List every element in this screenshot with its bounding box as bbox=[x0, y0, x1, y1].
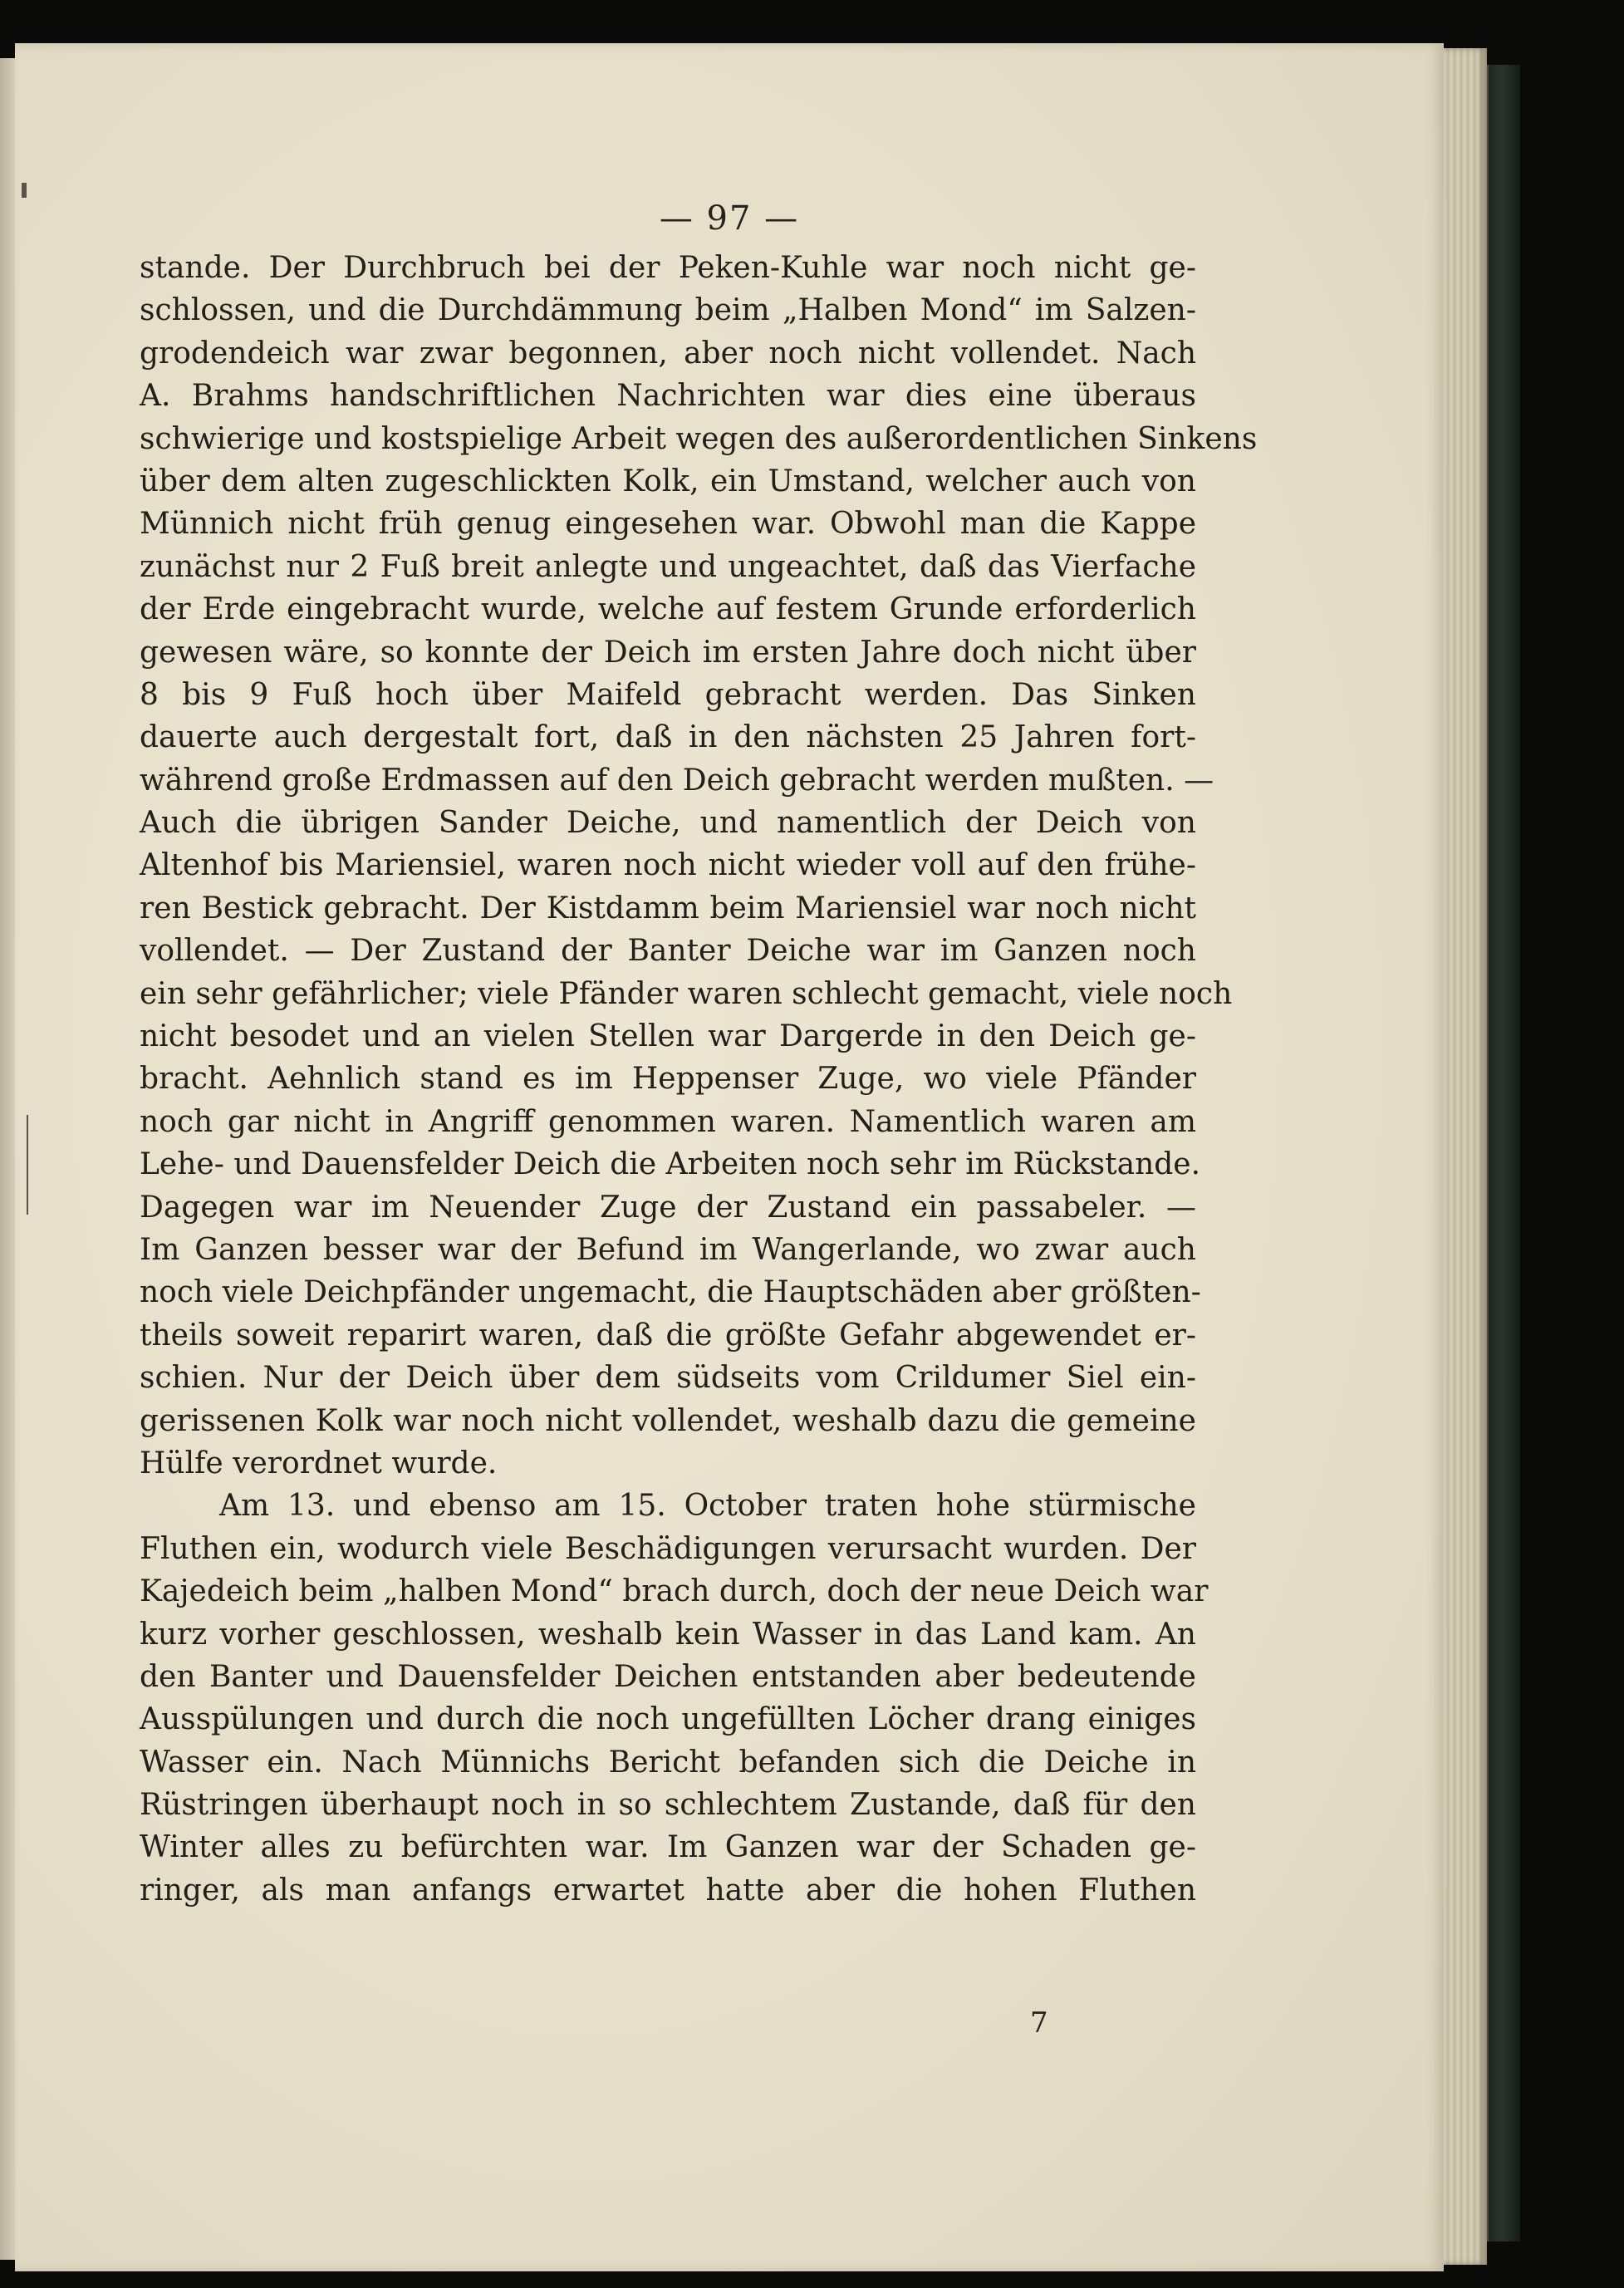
paragraph-1 bbox=[140, 247, 1258, 1485]
paragraph-2 bbox=[140, 1485, 1209, 1912]
text-line: schien. Nur der Deich über dem südseits vom Crildumer Siel ein- bbox=[140, 1361, 1196, 1396]
text-line: stande. Der Durchbruch bei der Peken-Kuhle war noch nicht ge- bbox=[140, 251, 1196, 285]
text-line: gewesen wäre, so konnte der Deich im ersten Jahre doch nicht über bbox=[140, 635, 1196, 670]
text-line: noch gar nicht in Angriff genommen waren. Namentlich waren am bbox=[140, 1104, 1196, 1139]
text-line: Auch die übrigen Sander Deiche, und namentlich der Deich von bbox=[140, 806, 1196, 841]
text-line: Rüstringen überhaupt noch in so schlechtem Zustande, daß für den bbox=[140, 1788, 1196, 1823]
text-line: theils soweit reparirt waren, daß die größte Gefahr abgewendet er- bbox=[140, 1318, 1196, 1353]
text-line: Dagegen war im Neuender Zuge der Zustand ein passabeler. — bbox=[140, 1190, 1196, 1225]
text-line: Hülfe verordnet wurde. bbox=[140, 1446, 498, 1480]
text-line: Kajedeich beim „halben Mond“ brach durch, doch der neue Deich war bbox=[140, 1574, 1209, 1609]
book-page bbox=[15, 43, 1444, 2271]
text-line: Winter alles zu befürchten war. Im Ganzen war der Schaden ge- bbox=[140, 1830, 1196, 1865]
text-line: bracht. Aehnlich stand es im Heppenser Zuge, wo viele Pfänder bbox=[140, 1062, 1196, 1097]
page-stack-edge bbox=[1444, 48, 1487, 2265]
text-line: nicht besodet und an vielen Stellen war Dargerde in den Deich ge- bbox=[140, 1019, 1196, 1054]
text-line: der Erde eingebracht wurde, welche auf festem Grunde erforderlich bbox=[140, 592, 1196, 627]
signature-mark: 7 bbox=[1030, 2006, 1048, 2040]
text-line: dauerte auch dergestalt fort, daß in den nächsten 25 Jahren fort- bbox=[140, 720, 1196, 755]
text-line: A. Brahms handschriftlichen Nachrichten war dies eine überaus bbox=[140, 379, 1196, 414]
text-line: während große Erdmassen auf den Deich gebracht werden mußten. — bbox=[140, 763, 1214, 798]
text-line: ein sehr gefährlicher; viele Pfänder waren schlecht gemacht, viele noch bbox=[140, 976, 1233, 1011]
text-line: Im Ganzen besser war der Befund im Wangerlande, wo zwar auch bbox=[140, 1232, 1196, 1267]
text-body bbox=[140, 247, 1258, 1912]
text-line: Altenhof bis Mariensiel, waren noch nicht wieder voll auf den frühe- bbox=[140, 848, 1196, 883]
text-line: Fluthen ein, wodurch viele Beschädigungen verursacht wurden. Der bbox=[140, 1531, 1196, 1566]
text-line: Wasser ein. Nach Münnichs Bericht befanden sich die Deiche in bbox=[140, 1745, 1196, 1780]
text-line: über dem alten zugeschlickten Kolk, ein Umstand, welcher auch von bbox=[140, 464, 1196, 498]
text-line: 8 bis 9 Fuß hoch über Maifeld gebracht werden. Das Sinken bbox=[140, 677, 1196, 712]
text-line: Am 13. und ebenso am 15. October traten hohe stürmische bbox=[219, 1489, 1196, 1524]
text-line: Münnich nicht früh genug eingesehen war. Obwohl man die Kappe bbox=[140, 507, 1196, 542]
previous-page-edge bbox=[0, 58, 17, 2260]
text-line: ren Bestick gebracht. Der Kistdamm beim Mariensiel war noch nicht bbox=[140, 891, 1196, 926]
text-line: zunächst nur 2 Fuß breit anlegte und ungeachtet, daß das Vierfache bbox=[140, 549, 1196, 584]
text-line: noch viele Deichpfänder ungemacht, die Hauptschäden aber größten- bbox=[140, 1275, 1201, 1310]
text-line: vollendet. — Der Zustand der Banter Deiche war im Ganzen noch bbox=[140, 934, 1196, 969]
text-line: Ausspülungen und durch die noch ungefüllten Löcher drang einiges bbox=[140, 1702, 1196, 1737]
text-line: den Banter und Dauensfelder Deichen entstanden aber bedeutende bbox=[140, 1659, 1196, 1694]
text-line: gerissenen Kolk war noch nicht vollendet, weshalb dazu die gemeine bbox=[140, 1403, 1196, 1438]
text-line: kurz vorher geschlossen, weshalb kein Wasser in das Land kam. An bbox=[140, 1617, 1196, 1652]
text-line: ringer, als man anfangs erwartet hatte aber die hohen Fluthen bbox=[140, 1873, 1196, 1907]
text-line: schwierige und kostspielige Arbeit wegen des außerordentlichen Sinkens bbox=[140, 421, 1258, 456]
text-line: Lehe- und Dauensfelder Deich die Arbeiten noch sehr im Rückstande. bbox=[140, 1147, 1201, 1182]
page-number-header: — 97 — bbox=[659, 199, 800, 238]
text-line: grodendeich war zwar begonnen, aber noch nicht vollendet. Nach bbox=[140, 336, 1196, 371]
text-line: schlossen, und die Durchdämmung beim „Halben Mond“ im Salzen- bbox=[140, 293, 1196, 328]
book-cover bbox=[1487, 65, 1520, 2241]
margin-vertical-mark bbox=[27, 1115, 28, 1215]
margin-tick-mark bbox=[22, 183, 27, 198]
